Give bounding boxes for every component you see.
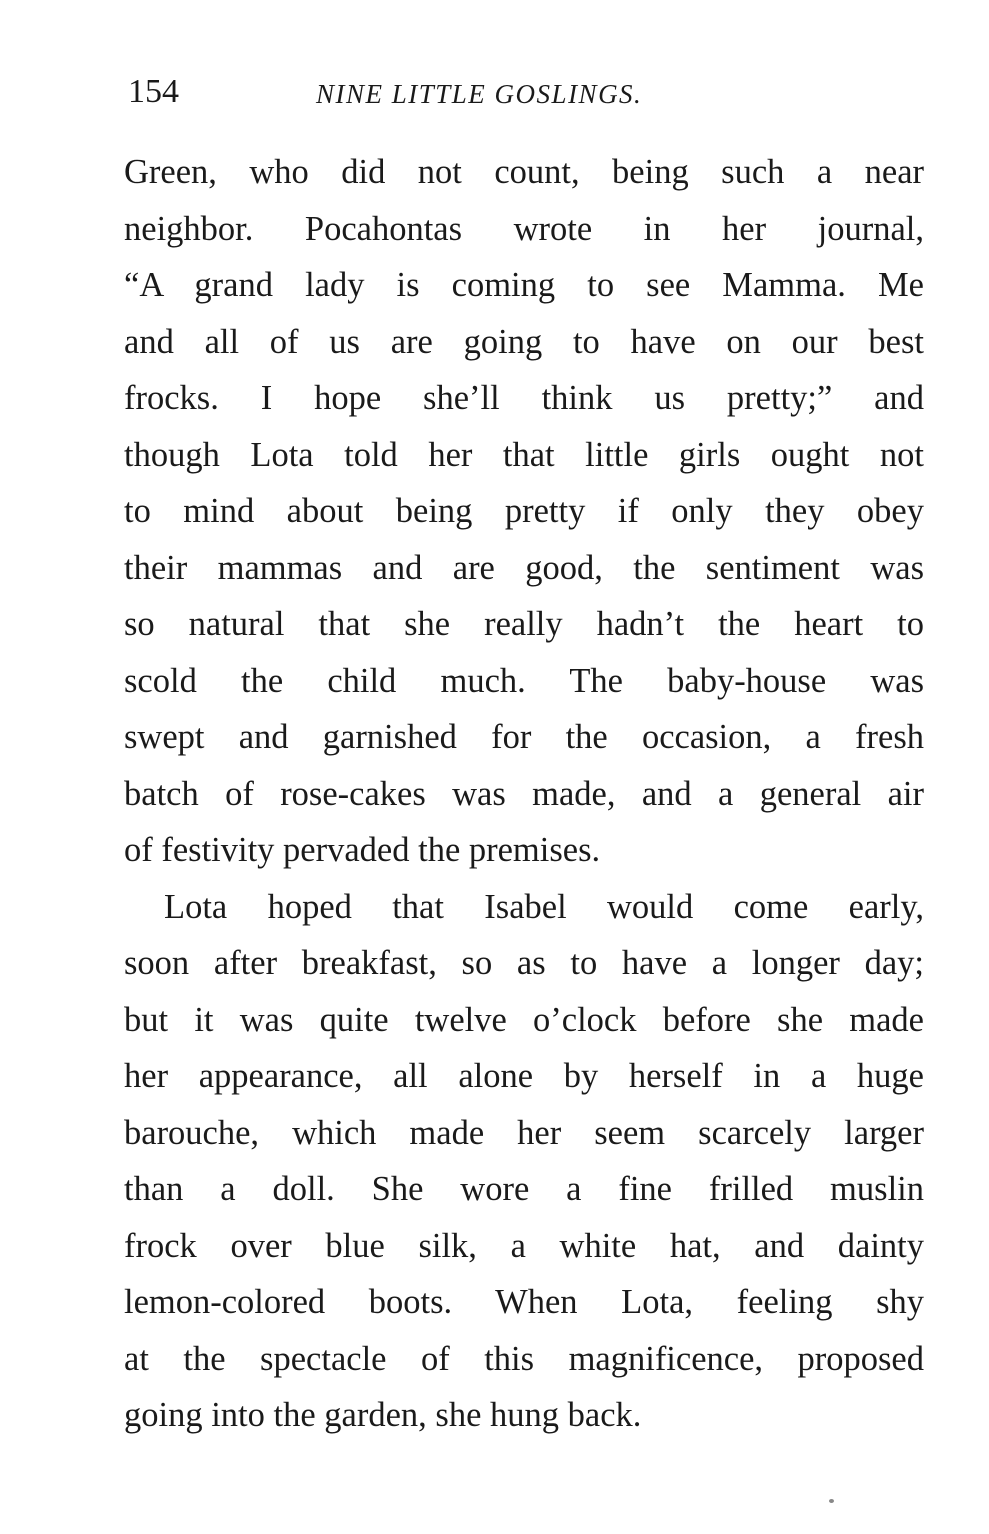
text-line: swept and garnished for the occasion, a fresh [124, 718, 924, 756]
text-line: barouche, which made her seem scarcely larger [124, 1113, 924, 1152]
text-line: frocks. I hope she’ll think us pretty;” and [124, 379, 924, 417]
page-number: 154 [128, 73, 179, 110]
text-line: batch of rose-cakes was made, and a general air [124, 774, 924, 813]
text-line: though Lota told her that little girls ought not [124, 435, 924, 474]
text-line: Green, who did not count, being such a near [124, 153, 924, 191]
text-line: soon after breakfast, so as to have a longer day; [124, 944, 924, 982]
text-line: but it was quite twelve o’clock before she made [124, 1000, 924, 1039]
text-line: going into the garden, she hung back. [124, 1396, 642, 1434]
text-line: to mind about being pretty if only they obey [124, 492, 924, 530]
running-head [128, 70, 928, 114]
text-line: their mammas and are good, the sentiment was [124, 548, 924, 587]
text-line: neighbor. Pocahontas wrote in her journal, [124, 209, 924, 248]
text-line: than a doll. She wore a fine frilled muslin [124, 1170, 924, 1208]
text-line: of festivity pervaded the premises. [124, 831, 601, 869]
text-line: scold the child much. The baby-house was [124, 661, 924, 700]
text-line: at the spectacle of this magnificence, proposed [124, 1339, 924, 1378]
text-line: so natural that she really hadn’t the heart to [124, 605, 924, 643]
text-line: “A grand lady is coming to see Mamma. Me [124, 266, 924, 304]
body-text [124, 144, 924, 1444]
paragraph-1 [124, 144, 924, 879]
running-title: NINE LITTLE GOSLINGS. [316, 79, 643, 109]
ink-speck [829, 1499, 834, 1503]
text-line: and all of us are going to have on our best [124, 322, 924, 361]
text-line: her appearance, all alone by herself in a huge [124, 1057, 924, 1095]
text-line: Lota hoped that Isabel would come early, [164, 887, 924, 926]
text-line: lemon-colored boots. When Lota, feeling shy [124, 1283, 924, 1321]
paragraph-2 [124, 879, 924, 1444]
text-line: frock over blue silk, a white hat, and dainty [124, 1226, 924, 1265]
